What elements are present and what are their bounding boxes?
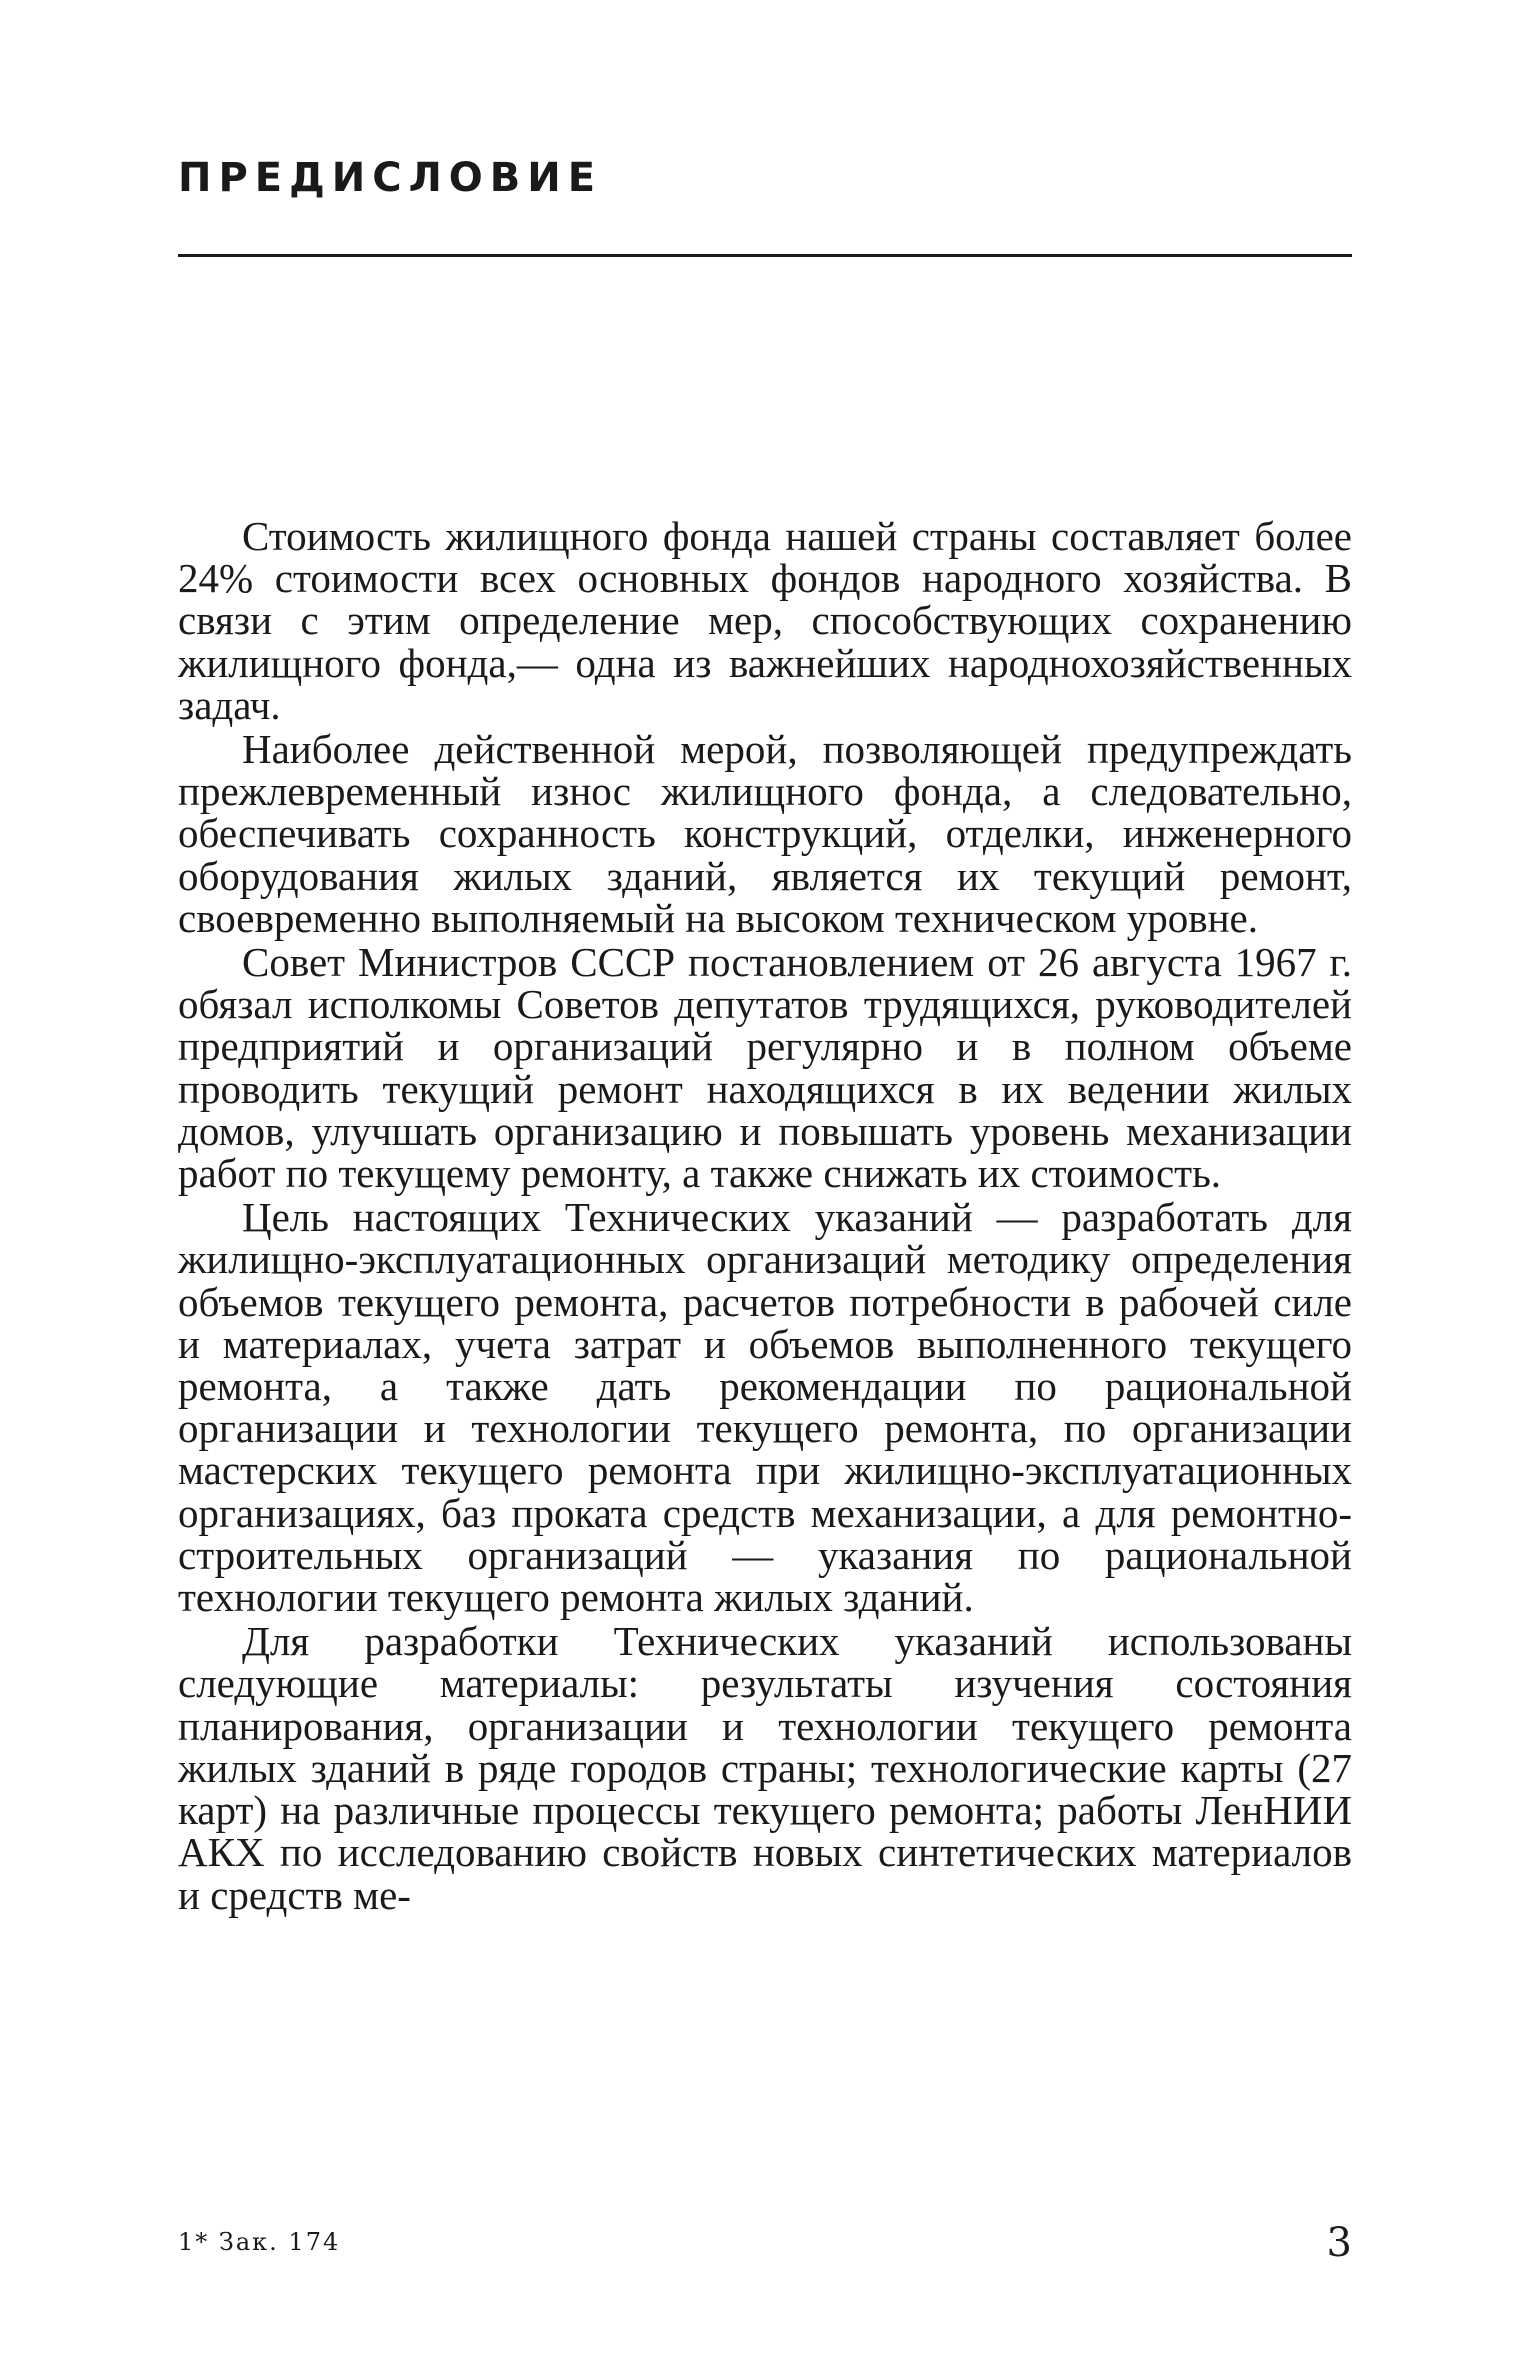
paragraph-3: Совет Министров СССР постановлением от 26 августа 1967 г. обязал исполкомы Советов депутатов трудящихся, руководителей предприятий и организаций регулярно и в полном объеме проводить текущий ремонт находящихся в их ведении жилых домов, улучшать организацию и повышать уровень механизации работ по текущему ремонту, а также снижать их стоимость. — [178, 939, 1352, 1197]
body-text — [178, 515, 1352, 1916]
paragraph-1: Стоимость жилищного фонда нашей страны составляет более 24% стоимости всех основных фондов народного хозяйства. В связи с этим определение мер, способствующих сохранению жилищного фонда,— одна из важнейших народнохозяйственных задач. — [178, 513, 1352, 728]
paragraph-5: Для разработки Технических указаний использованы следующие материалы: результаты изучения состояния планирования, организации и технологии текущего ремонта жилых зданий в ряде городов страны; технологические карты (27 карт) на различные процессы текущего ремонта; работы ЛенНИИ АКХ по исследованию свойств новых синтетических материалов и средств ме- — [178, 1618, 1352, 1918]
page-title: ПРЕДИСЛОВИЕ — [178, 155, 603, 201]
page-footer — [178, 2220, 1352, 2270]
heading-rule — [178, 254, 1352, 257]
order-mark: 1* Зак. 174 — [178, 2228, 341, 2256]
paragraph-2: Наиболее действенной мерой, позволяющей предупреждать прежлевременный износ жилищного фонда, а следовательно, обеспечивать сохранность конструкций, отделки, инженерного оборудования жилых зданий, является их текущий ремонт, своевременно выполняемый на высоком техническом уровне. — [178, 726, 1352, 941]
paragraph-4: Цель настоящих Технических указаний — разработать для жилищно-эксплуатационных организаций методику определения объемов текущего ремонта, расчетов потребности в рабочей силе и материалах, учета затрат и объемов выполненного текущего ремонта, а также дать рекомендации по рациональной организации и технологии текущего ремонта, по организации мастерских текущего ремонта при жилищно-эксплуатационных организациях, баз проката средств механизации, а для ремонтно-строительных организаций — указания по рациональной технологии текущего ремонта жилых зданий. — [178, 1194, 1352, 1621]
page-number: 3 — [1326, 2220, 1352, 2266]
